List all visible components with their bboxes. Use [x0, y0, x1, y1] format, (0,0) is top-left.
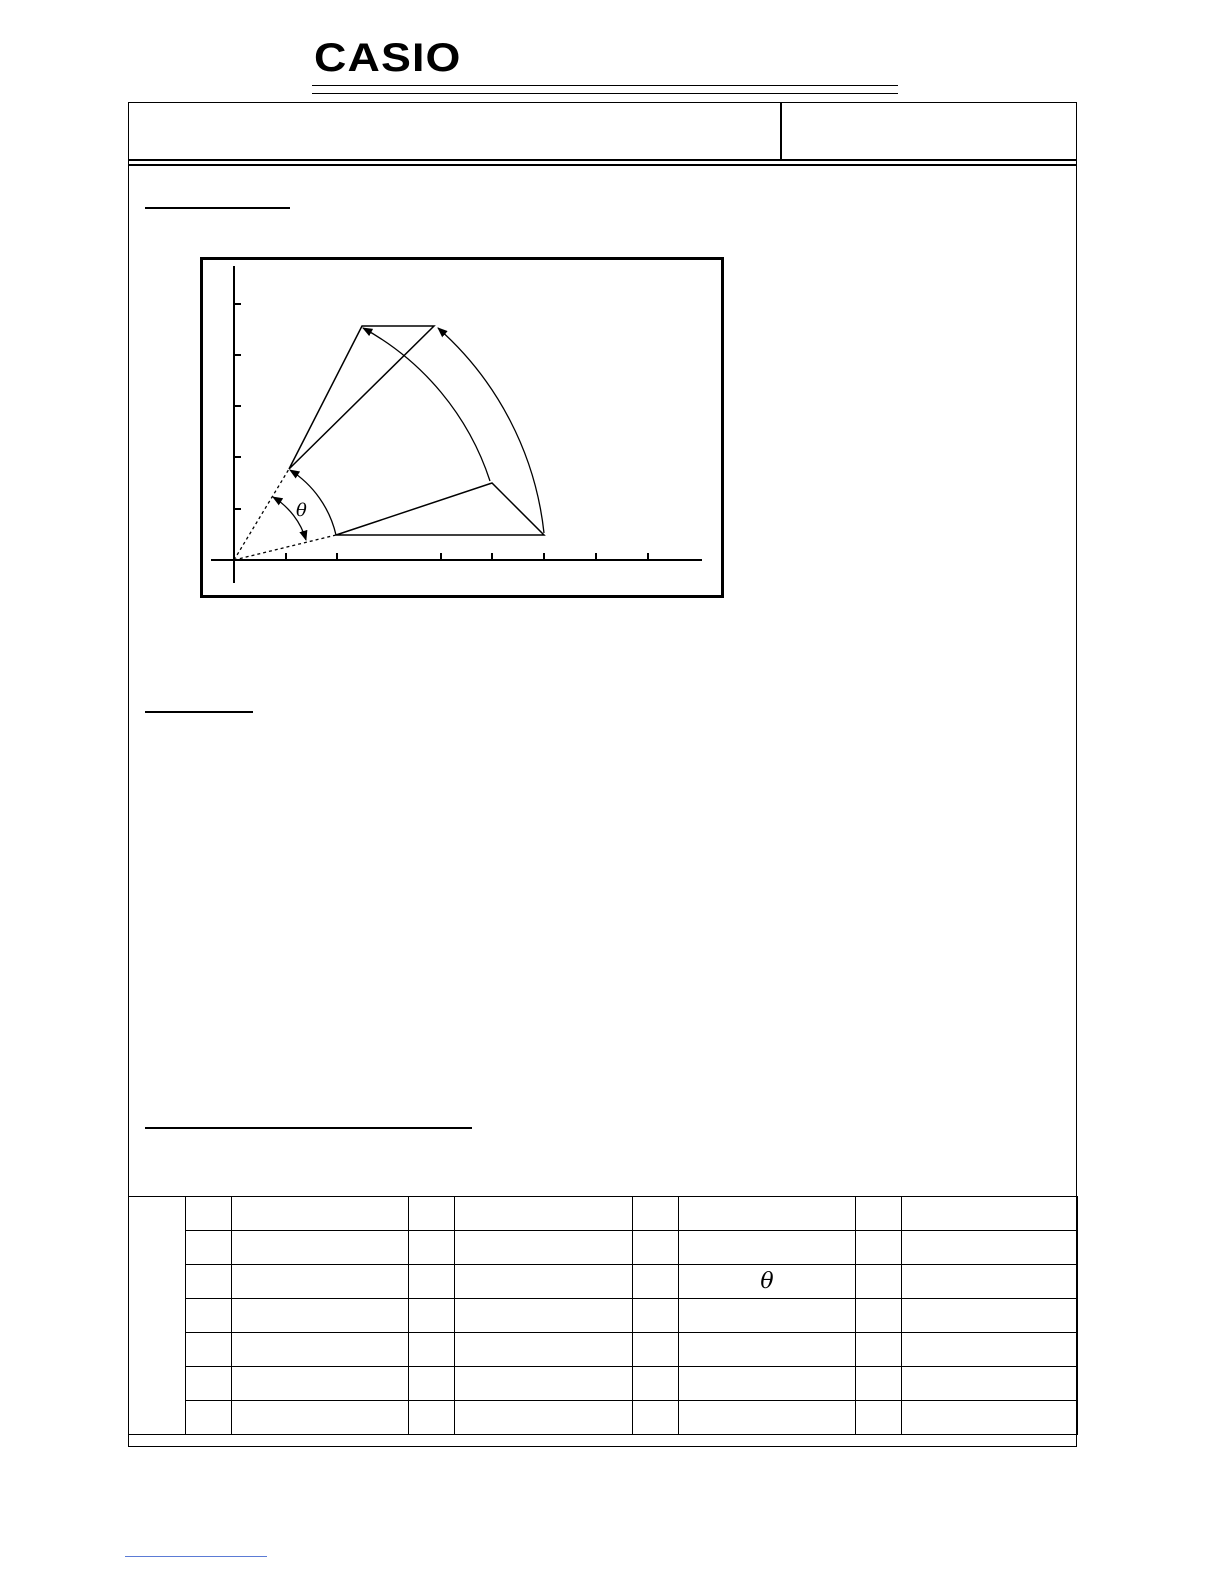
rotated-triangle	[289, 326, 434, 469]
table-cell	[409, 1265, 455, 1299]
rotation-arc-2	[363, 328, 490, 481]
table-cell	[455, 1265, 633, 1299]
section-heading-underline-3	[145, 1127, 472, 1129]
table-cell	[902, 1197, 1078, 1231]
table-cell	[186, 1265, 232, 1299]
table-cell	[633, 1299, 679, 1333]
footer-link-underline[interactable]	[125, 1556, 267, 1557]
table-cell	[856, 1299, 902, 1333]
table-row	[129, 1401, 1078, 1435]
table-cell	[409, 1333, 455, 1367]
table-cell	[633, 1367, 679, 1401]
table-cell	[679, 1197, 856, 1231]
table-cell	[409, 1197, 455, 1231]
table-cell	[455, 1367, 633, 1401]
table-cell	[455, 1401, 633, 1435]
section-heading-underline-1	[145, 207, 290, 209]
rotation-diagram	[200, 257, 724, 598]
table-cell	[902, 1367, 1078, 1401]
table-row	[129, 1231, 1078, 1265]
angle-label: θ	[296, 500, 307, 521]
table-cell	[232, 1367, 409, 1401]
table-cell	[455, 1197, 633, 1231]
table-cell	[856, 1265, 902, 1299]
table-row	[129, 1265, 1078, 1299]
table-cell	[679, 1367, 856, 1401]
table-cell	[186, 1367, 232, 1401]
title-row-divider-1	[129, 159, 1076, 161]
table-cell	[856, 1197, 902, 1231]
table-cell	[633, 1197, 679, 1231]
table-cell	[902, 1299, 1078, 1333]
table-cell	[679, 1333, 856, 1367]
table-cell	[856, 1333, 902, 1367]
table-cell	[679, 1401, 856, 1435]
title-row-divider-2	[129, 164, 1076, 166]
table-row	[129, 1197, 1078, 1231]
title-cell-divider	[780, 103, 782, 160]
table-cell	[633, 1265, 679, 1299]
table-cell	[633, 1333, 679, 1367]
table-cell	[232, 1231, 409, 1265]
table-cell	[902, 1231, 1078, 1265]
table-cell	[856, 1401, 902, 1435]
table-cell	[633, 1401, 679, 1435]
table-cell	[232, 1265, 409, 1299]
header-rule-top	[312, 85, 898, 86]
ray-to-rotated	[234, 469, 289, 560]
table-cell	[409, 1401, 455, 1435]
table-cell	[902, 1265, 1078, 1299]
table-cell	[232, 1333, 409, 1367]
table-cell	[455, 1333, 633, 1367]
table-cell	[409, 1299, 455, 1333]
section-heading-underline-2	[145, 711, 253, 713]
table-cell	[186, 1231, 232, 1265]
table-cell	[455, 1231, 633, 1265]
table-cell	[186, 1401, 232, 1435]
table-row	[129, 1299, 1078, 1333]
table-cell	[232, 1299, 409, 1333]
table-cell	[856, 1367, 902, 1401]
table-cell	[679, 1299, 856, 1333]
table-row	[129, 1333, 1078, 1367]
table-cell	[232, 1401, 409, 1435]
header-rule-bottom	[312, 93, 898, 94]
table-cell	[633, 1231, 679, 1265]
table-cell	[409, 1231, 455, 1265]
table-cell	[409, 1367, 455, 1401]
table-cell	[186, 1333, 232, 1367]
table-cell: θ	[679, 1265, 856, 1299]
y-axis-ticks	[234, 304, 241, 509]
table-cell	[856, 1231, 902, 1265]
rotation-arc-3	[438, 328, 544, 533]
table-cell	[232, 1197, 409, 1231]
table-cell	[129, 1197, 186, 1435]
table-cell	[455, 1299, 633, 1333]
diagram-border	[202, 259, 723, 597]
table-cell	[902, 1401, 1078, 1435]
table-cell	[902, 1333, 1078, 1367]
x-axis-ticks	[286, 553, 648, 560]
data-table	[128, 1196, 1078, 1435]
casio-logo: CASIO	[314, 36, 462, 80]
original-triangle	[336, 483, 544, 535]
table-row	[129, 1367, 1078, 1401]
table-cell	[186, 1197, 232, 1231]
table-cell	[679, 1231, 856, 1265]
table-cell	[186, 1299, 232, 1333]
